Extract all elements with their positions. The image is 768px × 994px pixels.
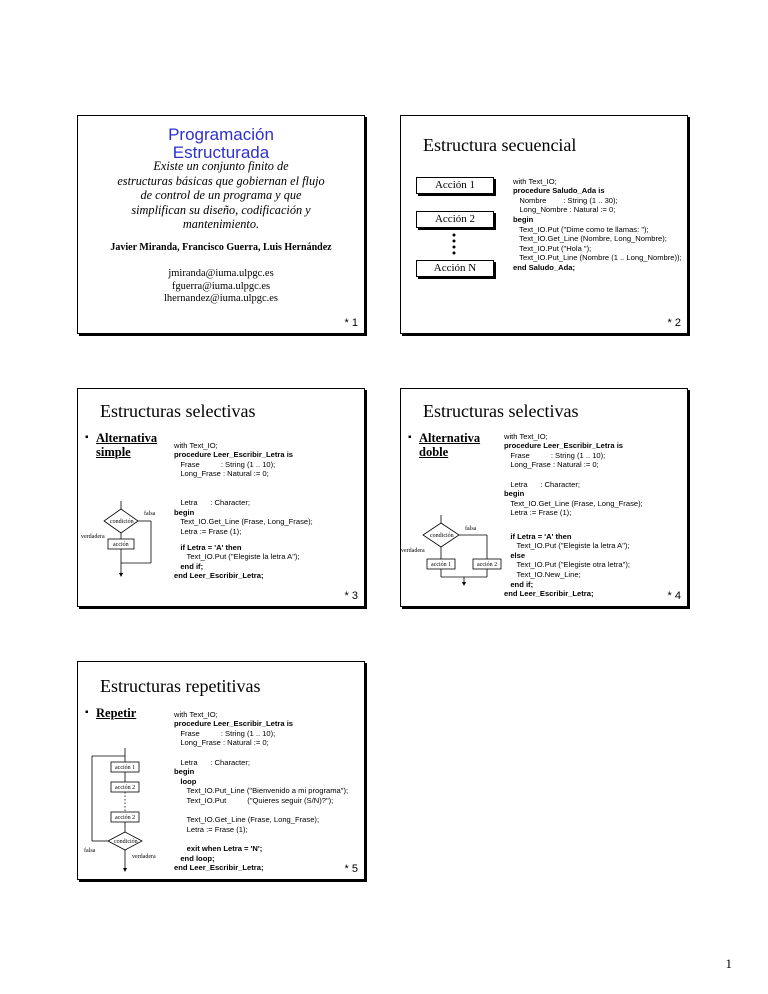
flow-yes-label: verdadera <box>401 548 425 554</box>
flowchart-repetir <box>84 748 174 876</box>
flowchart-simple <box>78 501 178 581</box>
slide-1 <box>77 115 365 334</box>
flow-yes-label: verdadera <box>81 534 105 540</box>
slide-2 <box>400 115 688 334</box>
flow-action1-label: acción 1 <box>115 765 136 771</box>
intro-text: Existe un conjunto finito de estructuras básicas que gobiernan el flujo de control de un programa y que simplifican su diseño, codificación y mantenimiento. <box>117 159 325 232</box>
action-box-n: Acción N <box>416 260 494 277</box>
action-box-2: Acción 2 <box>416 211 494 228</box>
slide-3 <box>77 388 365 607</box>
sequence-dots <box>452 232 456 256</box>
slide-4 <box>400 388 688 607</box>
code-listing: with Text_IO; procedure Leer_Escribir_Letra is Frase : String (1 .. 10); Long_Frase : Natural := 0; Letra : Character; begin Text_IO.Get_Line (Frase, Long_Frase); Letra := Frase (1); <box>504 431 643 518</box>
flow-no-label: falsa <box>84 848 96 854</box>
slide-title: Estructuras repetitivas <box>100 676 261 696</box>
slide-title: Estructura secuencial <box>423 135 577 155</box>
flow-no-label: falsa <box>465 526 477 532</box>
slide-title: Programación Estructurada <box>168 125 274 162</box>
authors: Javier Miranda, Francisco Guerra, Luis Hernández <box>110 242 332 253</box>
slide-title: Estructuras selectivas <box>100 401 256 421</box>
code-listing: with Text_IO; procedure Saludo_Ada is Nombre : String (1 .. 30); Long_Nombre : Natural := 0; begin Text_IO.Put ("Dime como te llamas: "); Text_IO.Get_Line (Nombre, Long_Nombre); Text_IO.Put ("Hola "); Text_IO.Put_Line (Nombre (1 .. Long_Nombre)); end Saludo_Ada; <box>513 176 682 272</box>
slide-5 <box>77 661 365 880</box>
page-number: 1 <box>725 956 732 971</box>
slide-title: Estructuras selectivas <box>423 401 579 421</box>
flow-action3-label: acción 2 <box>115 815 136 821</box>
flow-no-label: falsa <box>144 511 156 517</box>
bullet-alternativa-doble: ▪ Alternativa doble <box>419 431 480 459</box>
slide-number: * 2 <box>667 317 681 329</box>
slide-number: * 1 <box>344 317 358 329</box>
code-listing-if: if Letra = 'A' then Text_IO.Put ("Elegiste la letra A"); end if; end Leer_Escribir_Letra; <box>174 542 300 581</box>
flow-yes-label: verdadera <box>132 854 156 860</box>
slide-number: * 3 <box>344 590 358 602</box>
action-box-1: Acción 1 <box>416 177 494 194</box>
bullet-alternativa-simple: ▪ Alternativa simple <box>96 431 157 459</box>
flow-cond-label: condición <box>430 533 454 539</box>
bullet-repetir: ▪ Repetir <box>96 706 136 720</box>
flowchart-doble <box>401 515 511 585</box>
code-listing: with Text_IO; procedure Leer_Escribir_Letra is Frase : String (1 .. 10); Long_Frase : Natural := 0; Letra : Character; begin loop Text_IO.Put_Line ("Bienvenido a mi programa"); Text_IO.Put ("Quieres seguir (S/N)?"); Text_IO.Get_Line (Frase, Long_Frase); Letra := Frase (1); exit when Letra = 'N'; end loop; end Leer_Escribir_Letra; <box>174 709 349 873</box>
code-listing-ifelse: if Letra = 'A' then Text_IO.Put ("Elegiste la letra A"); else Text_IO.Put ("Elegiste otra letra"); Text_IO.New_Line; end if; end Leer_Escribir_Letra; <box>504 531 630 599</box>
code-listing: with Text_IO; procedure Leer_Escribir_Letra is Frase : String (1 .. 10); Long_Frase : Natural := 0; Letra : Character; begin Text_IO.Get_Line (Frase, Long_Frase); Letra := Frase (1); <box>174 440 313 536</box>
slide-number: * 5 <box>344 863 358 875</box>
flow-cond-label: condición <box>110 519 134 525</box>
flow-action-label: acción <box>113 542 129 548</box>
flow-action1-label: acción 1 <box>431 562 452 568</box>
flow-action2-label: acción 2 <box>115 785 136 791</box>
slide-number: * 4 <box>667 590 681 602</box>
flow-cond-label: condición <box>114 839 138 845</box>
flow-action2-label: acción 2 <box>477 562 498 568</box>
emails: jmiranda@iuma.ulpgc.es fguerra@iuma.ulpgc.es lhernandez@iuma.ulpgc.es <box>163 268 279 304</box>
